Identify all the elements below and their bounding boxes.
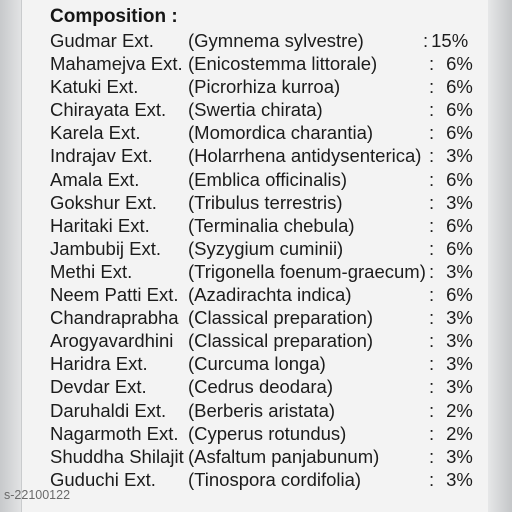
ingredient-row bbox=[0, 330, 512, 353]
percentage: 3% bbox=[446, 445, 473, 467]
ingredient-row bbox=[0, 423, 512, 446]
ingredient-name: Jambubij Ext. bbox=[50, 237, 162, 259]
percentage: 6% bbox=[446, 237, 473, 259]
percentage: 15% bbox=[431, 30, 469, 51]
percentage: 3% bbox=[446, 353, 473, 375]
ingredient-row bbox=[0, 261, 512, 284]
botanical-name: (Azadirachta indica) bbox=[188, 284, 352, 306]
percentage: 6% bbox=[446, 122, 473, 144]
colon: : bbox=[429, 376, 435, 398]
percentage: 6% bbox=[446, 53, 473, 75]
ingredient-row bbox=[0, 145, 512, 168]
colon: : bbox=[429, 76, 435, 98]
percentage: 3% bbox=[446, 376, 473, 398]
colon: : bbox=[429, 214, 435, 236]
ingredient-row bbox=[0, 30, 512, 53]
botanical-name: (Holarrhena antidysenterica) bbox=[188, 145, 422, 167]
ingredient-name: Chandraprabha bbox=[50, 307, 179, 329]
botanical-name: (Terminalia chebula) bbox=[188, 214, 355, 236]
percentage: 6% bbox=[446, 76, 473, 98]
botanical-name: (Picrorhiza kurroa) bbox=[188, 76, 341, 98]
watermark-text: s-22100122 bbox=[4, 488, 71, 502]
ingredient-name: Methi Ext. bbox=[50, 260, 133, 282]
ingredient-row bbox=[0, 284, 512, 307]
ingredient-name: Shuddha Shilajit bbox=[50, 445, 184, 467]
colon: : bbox=[429, 168, 435, 190]
ingredient-row bbox=[0, 307, 512, 330]
colon: : bbox=[429, 237, 435, 259]
percentage: 6% bbox=[446, 284, 473, 306]
ingredient-name: Daruhaldi Ext. bbox=[50, 399, 167, 421]
percentage: 6% bbox=[446, 99, 473, 121]
botanical-name: (Enicostemma littorale) bbox=[188, 53, 378, 75]
ingredient-name: Karela Ext. bbox=[50, 122, 141, 144]
ingredient-name: Indrajav Ext. bbox=[50, 145, 153, 167]
colon: : bbox=[429, 53, 435, 75]
ingredient-name: Mahamejva Ext. bbox=[50, 53, 183, 75]
colon: : bbox=[429, 284, 435, 306]
colon: : bbox=[429, 330, 435, 352]
botanical-name: (Momordica charantia) bbox=[188, 122, 374, 144]
ingredient-row bbox=[0, 353, 512, 376]
percentage: 2% bbox=[446, 422, 473, 444]
ingredient-row bbox=[0, 215, 512, 238]
percentage: 3% bbox=[446, 191, 473, 213]
ingredient-row bbox=[0, 76, 512, 99]
ingredient-row bbox=[0, 53, 512, 76]
ingredient-name: Nagarmoth Ext. bbox=[50, 422, 179, 444]
percentage: 2% bbox=[446, 399, 473, 421]
botanical-name: (Tinospora cordifolia) bbox=[188, 468, 362, 490]
botanical-name: (Berberis aristata) bbox=[188, 399, 336, 421]
ingredient-name: Devdar Ext. bbox=[50, 376, 147, 398]
colon: : bbox=[429, 122, 435, 144]
ingredient-name: Chirayata Ext. bbox=[50, 99, 167, 121]
ingredient-name: Haritaki Ext. bbox=[50, 214, 150, 236]
botanical-name: (Trigonella foenum-graecum) bbox=[188, 260, 426, 282]
colon: : bbox=[429, 422, 435, 444]
ingredient-name: Guduchi Ext. bbox=[50, 468, 156, 490]
ingredient-row bbox=[0, 238, 512, 261]
colon: : bbox=[423, 30, 429, 51]
ingredient-row bbox=[0, 122, 512, 145]
colon: : bbox=[429, 260, 435, 282]
botanical-name: (Syzygium cuminii) bbox=[188, 237, 344, 259]
colon: : bbox=[429, 468, 435, 490]
botanical-name: (Swertia chirata) bbox=[188, 99, 323, 121]
ingredient-row bbox=[0, 99, 512, 122]
colon: : bbox=[429, 307, 435, 329]
ingredient-name: Gokshur Ext. bbox=[50, 191, 157, 213]
percentage: 6% bbox=[446, 214, 473, 236]
ingredient-row bbox=[0, 400, 512, 423]
colon: : bbox=[429, 191, 435, 213]
botanical-name: (Gymnema sylvestre) bbox=[188, 30, 364, 51]
percentage: 3% bbox=[446, 468, 473, 490]
ingredient-row bbox=[0, 446, 512, 469]
botanical-name: (Classical preparation) bbox=[188, 330, 374, 352]
ingredient-name: Neem Patti Ext. bbox=[50, 284, 179, 306]
colon: : bbox=[429, 445, 435, 467]
ingredient-name: Arogyavardhini bbox=[50, 330, 174, 352]
ingredient-row bbox=[0, 376, 512, 399]
colon: : bbox=[429, 399, 435, 421]
ingredient-name: Gudmar Ext. bbox=[50, 30, 154, 51]
botanical-name: (Classical preparation) bbox=[188, 307, 374, 329]
ingredient-name: Haridra Ext. bbox=[50, 353, 148, 375]
botanical-name: (Tribulus terrestris) bbox=[188, 191, 343, 213]
percentage: 3% bbox=[446, 330, 473, 352]
ingredient-row bbox=[0, 169, 512, 192]
ingredient-name: Katuki Ext. bbox=[50, 76, 139, 98]
ingredient-row bbox=[0, 469, 512, 492]
botanical-name: (Asfaltum panjabunum) bbox=[188, 445, 380, 467]
colon: : bbox=[429, 353, 435, 375]
composition-heading: Composition : bbox=[50, 6, 178, 27]
colon: : bbox=[429, 99, 435, 121]
percentage: 6% bbox=[446, 168, 473, 190]
colon: : bbox=[429, 145, 435, 167]
ingredient-list bbox=[0, 30, 512, 492]
botanical-name: (Emblica officinalis) bbox=[188, 168, 348, 190]
botanical-name: (Curcuma longa) bbox=[188, 353, 326, 375]
botanical-name: (Cyperus rotundus) bbox=[188, 422, 347, 444]
percentage: 3% bbox=[446, 145, 473, 167]
percentage: 3% bbox=[446, 260, 473, 282]
ingredient-name: Amala Ext. bbox=[50, 168, 140, 190]
ingredient-row bbox=[0, 192, 512, 215]
percentage: 3% bbox=[446, 307, 473, 329]
botanical-name: (Cedrus deodara) bbox=[188, 376, 333, 398]
